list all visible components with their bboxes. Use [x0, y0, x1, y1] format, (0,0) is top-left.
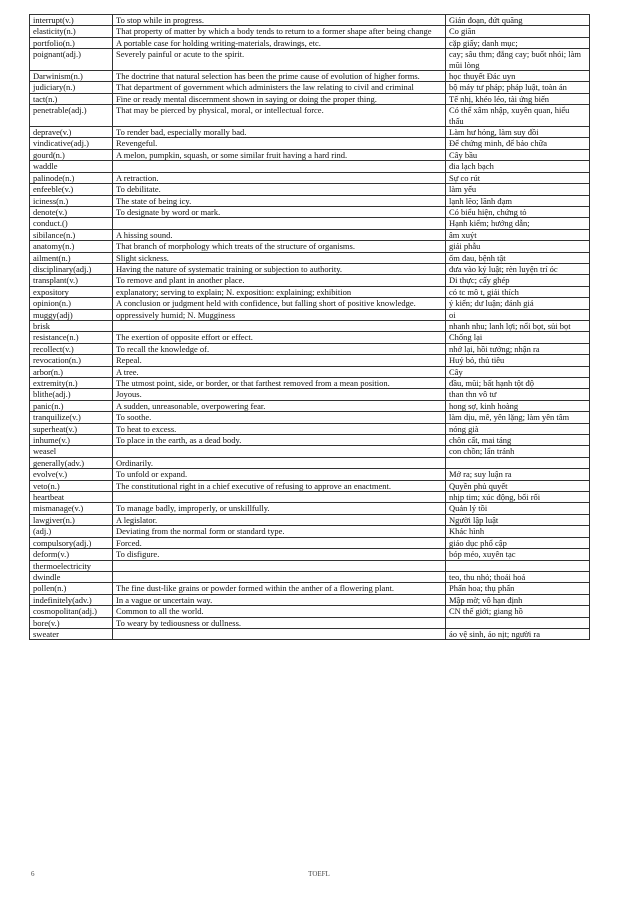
- translation-cell: hong sợ, kinh hoàng: [446, 400, 590, 411]
- table-row: [30, 93, 590, 104]
- definition-cell: To render bad, especially morally bad.: [113, 127, 446, 138]
- vocabulary-table-body: [30, 15, 590, 640]
- table-row: [30, 15, 590, 26]
- table-row: [30, 412, 590, 423]
- word-cell: sibilance(n.): [30, 229, 113, 240]
- definition-cell: Common to all the world.: [113, 606, 446, 617]
- translation-cell: đưa vào kỷ luật; rèn luyện trí óc: [446, 263, 590, 274]
- word-cell: waddle: [30, 161, 113, 172]
- table-row: [30, 400, 590, 411]
- table-row: [30, 549, 590, 560]
- table-row: [30, 594, 590, 605]
- word-cell: deform(v.): [30, 549, 113, 560]
- translation-cell: Huỷ bỏ, thủ tiêu: [446, 355, 590, 366]
- definition-cell: To disfigure.: [113, 549, 446, 560]
- translation-cell: làm yếu: [446, 184, 590, 195]
- table-row: [30, 229, 590, 240]
- table-row: [30, 332, 590, 343]
- definition-cell: [113, 161, 446, 172]
- definition-cell: A tree.: [113, 366, 446, 377]
- translation-cell: giải phẫu: [446, 241, 590, 252]
- word-cell: indefinitely(adv.): [30, 594, 113, 605]
- translation-cell: Cây: [446, 366, 590, 377]
- table-row: [30, 503, 590, 514]
- translation-cell: Co giãn: [446, 26, 590, 37]
- table-row: [30, 628, 590, 639]
- word-cell: inhume(v.): [30, 435, 113, 446]
- translation-cell: con chồn; lẩn tránh: [446, 446, 590, 457]
- word-cell: dwindle: [30, 571, 113, 582]
- word-cell: sweater: [30, 628, 113, 639]
- vocabulary-table: [29, 14, 590, 640]
- translation-cell: Có biểu hiện, chứng tỏ: [446, 206, 590, 217]
- table-row: [30, 378, 590, 389]
- word-cell: thermoelectricity: [30, 560, 113, 571]
- translation-cell: Tế nhị, khéo léo, tài ứng biến: [446, 93, 590, 104]
- definition-cell: Ordinarily.: [113, 457, 446, 468]
- table-row: [30, 492, 590, 503]
- word-cell: enfeeble(v.): [30, 184, 113, 195]
- translation-cell: đia lạch bạch: [446, 161, 590, 172]
- table-row: [30, 526, 590, 537]
- translation-cell: giáo dục phổ cập: [446, 537, 590, 548]
- table-row: [30, 571, 590, 582]
- definition-cell: To unfold or expand.: [113, 469, 446, 480]
- definition-cell: To place in the earth, as a dead body.: [113, 435, 446, 446]
- definition-cell: [113, 560, 446, 571]
- translation-cell: ý kiến; dư luận; đánh giá: [446, 298, 590, 309]
- word-cell: extremity(n.): [30, 378, 113, 389]
- translation-cell: chôn cất, mai táng: [446, 435, 590, 446]
- translation-cell: than thn vô tư: [446, 389, 590, 400]
- translation-cell: đầu, mũi; bất hạnh tột độ: [446, 378, 590, 389]
- word-cell: poignant(adj.): [30, 49, 113, 71]
- word-cell: conduct.(): [30, 218, 113, 229]
- word-cell: blithe(adj.): [30, 389, 113, 400]
- definition-cell: [113, 492, 446, 503]
- translation-cell: học thuyết Đác uyn: [446, 71, 590, 82]
- word-cell: transplant(v.): [30, 275, 113, 286]
- word-cell: veto(n.): [30, 480, 113, 491]
- definition-cell: Having the nature of systematic training or subjection to authority.: [113, 263, 446, 274]
- definition-cell: A hissing sound.: [113, 229, 446, 240]
- definition-cell: Deviating from the normal form or standard type.: [113, 526, 446, 537]
- table-row: [30, 435, 590, 446]
- table-row: [30, 138, 590, 149]
- translation-cell: Di thực; cấy ghép: [446, 275, 590, 286]
- definition-cell: The constitutional right in a chief executive of refusing to approve an enactment.: [113, 480, 446, 491]
- definition-cell: The utmost point, side, or border, or that farthest removed from a mean position.: [113, 378, 446, 389]
- definition-cell: To manage badly, improperly, or unskillfully.: [113, 503, 446, 514]
- definition-cell: [113, 218, 446, 229]
- definition-cell: Forced.: [113, 537, 446, 548]
- definition-cell: To soothe.: [113, 412, 446, 423]
- table-row: [30, 252, 590, 263]
- definition-cell: A portable case for holding writing-materials, drawings, etc.: [113, 37, 446, 48]
- definition-cell: Slight sickness.: [113, 252, 446, 263]
- translation-cell: CN thế giới; giang hồ: [446, 606, 590, 617]
- table-row: [30, 389, 590, 400]
- translation-cell: oi: [446, 309, 590, 320]
- table-row: [30, 241, 590, 252]
- definition-cell: To weary by tediousness or dullness.: [113, 617, 446, 628]
- definition-cell: Repeal.: [113, 355, 446, 366]
- table-row: [30, 37, 590, 48]
- table-row: [30, 457, 590, 468]
- translation-cell: nóng già: [446, 423, 590, 434]
- word-cell: anatomy(n.): [30, 241, 113, 252]
- definition-cell: The doctrine that natural selection has been the prime cause of evolution of higher forms.: [113, 71, 446, 82]
- word-cell: judiciary(n.): [30, 82, 113, 93]
- table-row: [30, 26, 590, 37]
- translation-cell: Làm hư hỏng, làm suy đồi: [446, 127, 590, 138]
- word-cell: lawgiver(n.): [30, 514, 113, 525]
- word-cell: portfolio(n.): [30, 37, 113, 48]
- word-cell: arbor(n.): [30, 366, 113, 377]
- word-cell: heartbeat: [30, 492, 113, 503]
- translation-cell: Cây bầu: [446, 149, 590, 160]
- translation-cell: bộ máy tư pháp; pháp luật, toàn án: [446, 82, 590, 93]
- table-row: [30, 161, 590, 172]
- table-row: [30, 309, 590, 320]
- definition-cell: To recall the knowledge of.: [113, 343, 446, 354]
- word-cell: denote(v.): [30, 206, 113, 217]
- table-row: [30, 366, 590, 377]
- table-row: [30, 514, 590, 525]
- translation-cell: Mập mờ; vô hạn định: [446, 594, 590, 605]
- definition-cell: The fine dust-like grains or powder formed within the anther of a flowering plant.: [113, 583, 446, 594]
- translation-cell: [446, 560, 590, 571]
- translation-cell: [446, 617, 590, 628]
- word-cell: muggy(adj): [30, 309, 113, 320]
- table-row: [30, 355, 590, 366]
- definition-cell: [113, 628, 446, 639]
- translation-cell: Gián đoạn, đứt quãng: [446, 15, 590, 26]
- definition-cell: To debilitate.: [113, 184, 446, 195]
- definition-cell: The state of being icy.: [113, 195, 446, 206]
- table-row: [30, 298, 590, 309]
- table-row: [30, 343, 590, 354]
- definition-cell: To remove and plant in another place.: [113, 275, 446, 286]
- definition-cell: A retraction.: [113, 172, 446, 183]
- definition-cell: Fine or ready mental discernment shown in saying or doing the proper thing.: [113, 93, 446, 104]
- translation-cell: Sự co rút: [446, 172, 590, 183]
- table-row: [30, 446, 590, 457]
- definition-cell: oppressively humid; N. Mugginess: [113, 309, 446, 320]
- word-cell: opinion(n.): [30, 298, 113, 309]
- word-cell: tranquilize(v.): [30, 412, 113, 423]
- word-cell: revocation(n.): [30, 355, 113, 366]
- translation-cell: Phấn hoa; thụ phấn: [446, 583, 590, 594]
- definition-cell: A melon, pumpkin, squash, or some similar fruit having a hard rind.: [113, 149, 446, 160]
- translation-cell: Người lập luật: [446, 514, 590, 525]
- table-row: [30, 82, 590, 93]
- definition-cell: That property of matter by which a body tends to return to a former shape after being change: [113, 26, 446, 37]
- word-cell: pollen(n.): [30, 583, 113, 594]
- word-cell: deprave(v.): [30, 127, 113, 138]
- definition-cell: That department of government which administers the law relating to civil and criminal: [113, 82, 446, 93]
- definition-cell: That may be pierced by physical, moral, or intellectual force.: [113, 105, 446, 127]
- translation-cell: nhanh nhu; lanh lợi; nổi bọt, sủi bọt: [446, 320, 590, 331]
- translation-cell: làm dịu, mê, yên lặng; làm yên tâm: [446, 412, 590, 423]
- definition-cell: Revengeful.: [113, 138, 446, 149]
- table-row: [30, 286, 590, 297]
- word-cell: bore(v.): [30, 617, 113, 628]
- table-row: [30, 320, 590, 331]
- definition-cell: To heat to excess.: [113, 423, 446, 434]
- table-row: [30, 469, 590, 480]
- translation-cell: Quản lý tồi: [446, 503, 590, 514]
- translation-cell: lạnh lẽo; lãnh đạm: [446, 195, 590, 206]
- table-row: [30, 71, 590, 82]
- translation-cell: có tc mô t, giải thích: [446, 286, 590, 297]
- translation-cell: Để chứng minh, để bảo chữa: [446, 138, 590, 149]
- translation-cell: Có thể xâm nhập, xuyên quan, hiểu thấu: [446, 105, 590, 127]
- word-cell: iciness(n.): [30, 195, 113, 206]
- word-cell: compulsory(adj.): [30, 537, 113, 548]
- translation-cell: teo, thu nhỏ; thoái hoá: [446, 571, 590, 582]
- translation-cell: ốm đau, bệnh tật: [446, 252, 590, 263]
- translation-cell: âm xuýt: [446, 229, 590, 240]
- word-cell: elasticity(n.): [30, 26, 113, 37]
- definition-cell: To stop while in progress.: [113, 15, 446, 26]
- word-cell: evolve(v.): [30, 469, 113, 480]
- table-row: [30, 206, 590, 217]
- translation-cell: áo vệ sinh, áo nịt; người ra: [446, 628, 590, 639]
- table-row: [30, 105, 590, 127]
- table-row: [30, 560, 590, 571]
- word-cell: tact(n.): [30, 93, 113, 104]
- table-row: [30, 423, 590, 434]
- word-cell: vindicative(adj.): [30, 138, 113, 149]
- table-row: [30, 617, 590, 628]
- translation-cell: bóp méo, xuyên tạc: [446, 549, 590, 560]
- table-row: [30, 184, 590, 195]
- word-cell: interrupt(v.): [30, 15, 113, 26]
- table-row: [30, 480, 590, 491]
- table-row: [30, 172, 590, 183]
- definition-cell: [113, 571, 446, 582]
- table-row: [30, 149, 590, 160]
- word-cell: recollect(v.): [30, 343, 113, 354]
- definition-cell: Joyous.: [113, 389, 446, 400]
- translation-cell: cay; sâu thm; đắng cay; buốt nhói; làm mũi lòng: [446, 49, 590, 71]
- footer-title: TOEFL: [308, 870, 330, 878]
- word-cell: brisk: [30, 320, 113, 331]
- word-cell: penetrable(adj.): [30, 105, 113, 127]
- word-cell: (adj.): [30, 526, 113, 537]
- word-cell: ailment(n.): [30, 252, 113, 263]
- word-cell: disciplinary(adj.): [30, 263, 113, 274]
- table-row: [30, 218, 590, 229]
- word-cell: weasel: [30, 446, 113, 457]
- word-cell: expository: [30, 286, 113, 297]
- word-cell: resistance(n.): [30, 332, 113, 343]
- definition-cell: [113, 320, 446, 331]
- translation-cell: [446, 457, 590, 468]
- table-row: [30, 263, 590, 274]
- translation-cell: Mở ra; suy luận ra: [446, 469, 590, 480]
- translation-cell: Chống lại: [446, 332, 590, 343]
- table-row: [30, 537, 590, 548]
- definition-cell: [113, 446, 446, 457]
- table-row: [30, 49, 590, 71]
- definition-cell: That branch of morphology which treats of the structure of organisms.: [113, 241, 446, 252]
- table-row: [30, 606, 590, 617]
- definition-cell: In a vague or uncertain way.: [113, 594, 446, 605]
- table-row: [30, 127, 590, 138]
- word-cell: gourd(n.): [30, 149, 113, 160]
- definition-cell: A legislator.: [113, 514, 446, 525]
- word-cell: generally(adv.): [30, 457, 113, 468]
- definition-cell: explanatory; serving to explain; N. exposition: explaining; exhibition: [113, 286, 446, 297]
- translation-cell: nhịp tim; xúc động, bối rối: [446, 492, 590, 503]
- definition-cell: A conclusion or judgment held with confidence, but falling short of positive knowledge.: [113, 298, 446, 309]
- definition-cell: A sudden, unreasonable, overpowering fear.: [113, 400, 446, 411]
- translation-cell: Hạnh kiểm; hướng dẫn;: [446, 218, 590, 229]
- table-row: [30, 583, 590, 594]
- word-cell: cosmopolitan(adj.): [30, 606, 113, 617]
- word-cell: superheat(v.): [30, 423, 113, 434]
- word-cell: panic(n.): [30, 400, 113, 411]
- translation-cell: Khác hình: [446, 526, 590, 537]
- table-row: [30, 275, 590, 286]
- translation-cell: nhớ lại, hồi tưởng; nhận ra: [446, 343, 590, 354]
- word-cell: palinode(n.): [30, 172, 113, 183]
- translation-cell: cặp giấy; danh mục;: [446, 37, 590, 48]
- definition-cell: Severely painful or acute to the spirit.: [113, 49, 446, 71]
- word-cell: mismanage(v.): [30, 503, 113, 514]
- translation-cell: Quyền phủ quyết: [446, 480, 590, 491]
- definition-cell: The exertion of opposite effort or effect.: [113, 332, 446, 343]
- page-number: 6: [31, 870, 35, 878]
- definition-cell: To designate by word or mark.: [113, 206, 446, 217]
- word-cell: Darwinism(n.): [30, 71, 113, 82]
- table-row: [30, 195, 590, 206]
